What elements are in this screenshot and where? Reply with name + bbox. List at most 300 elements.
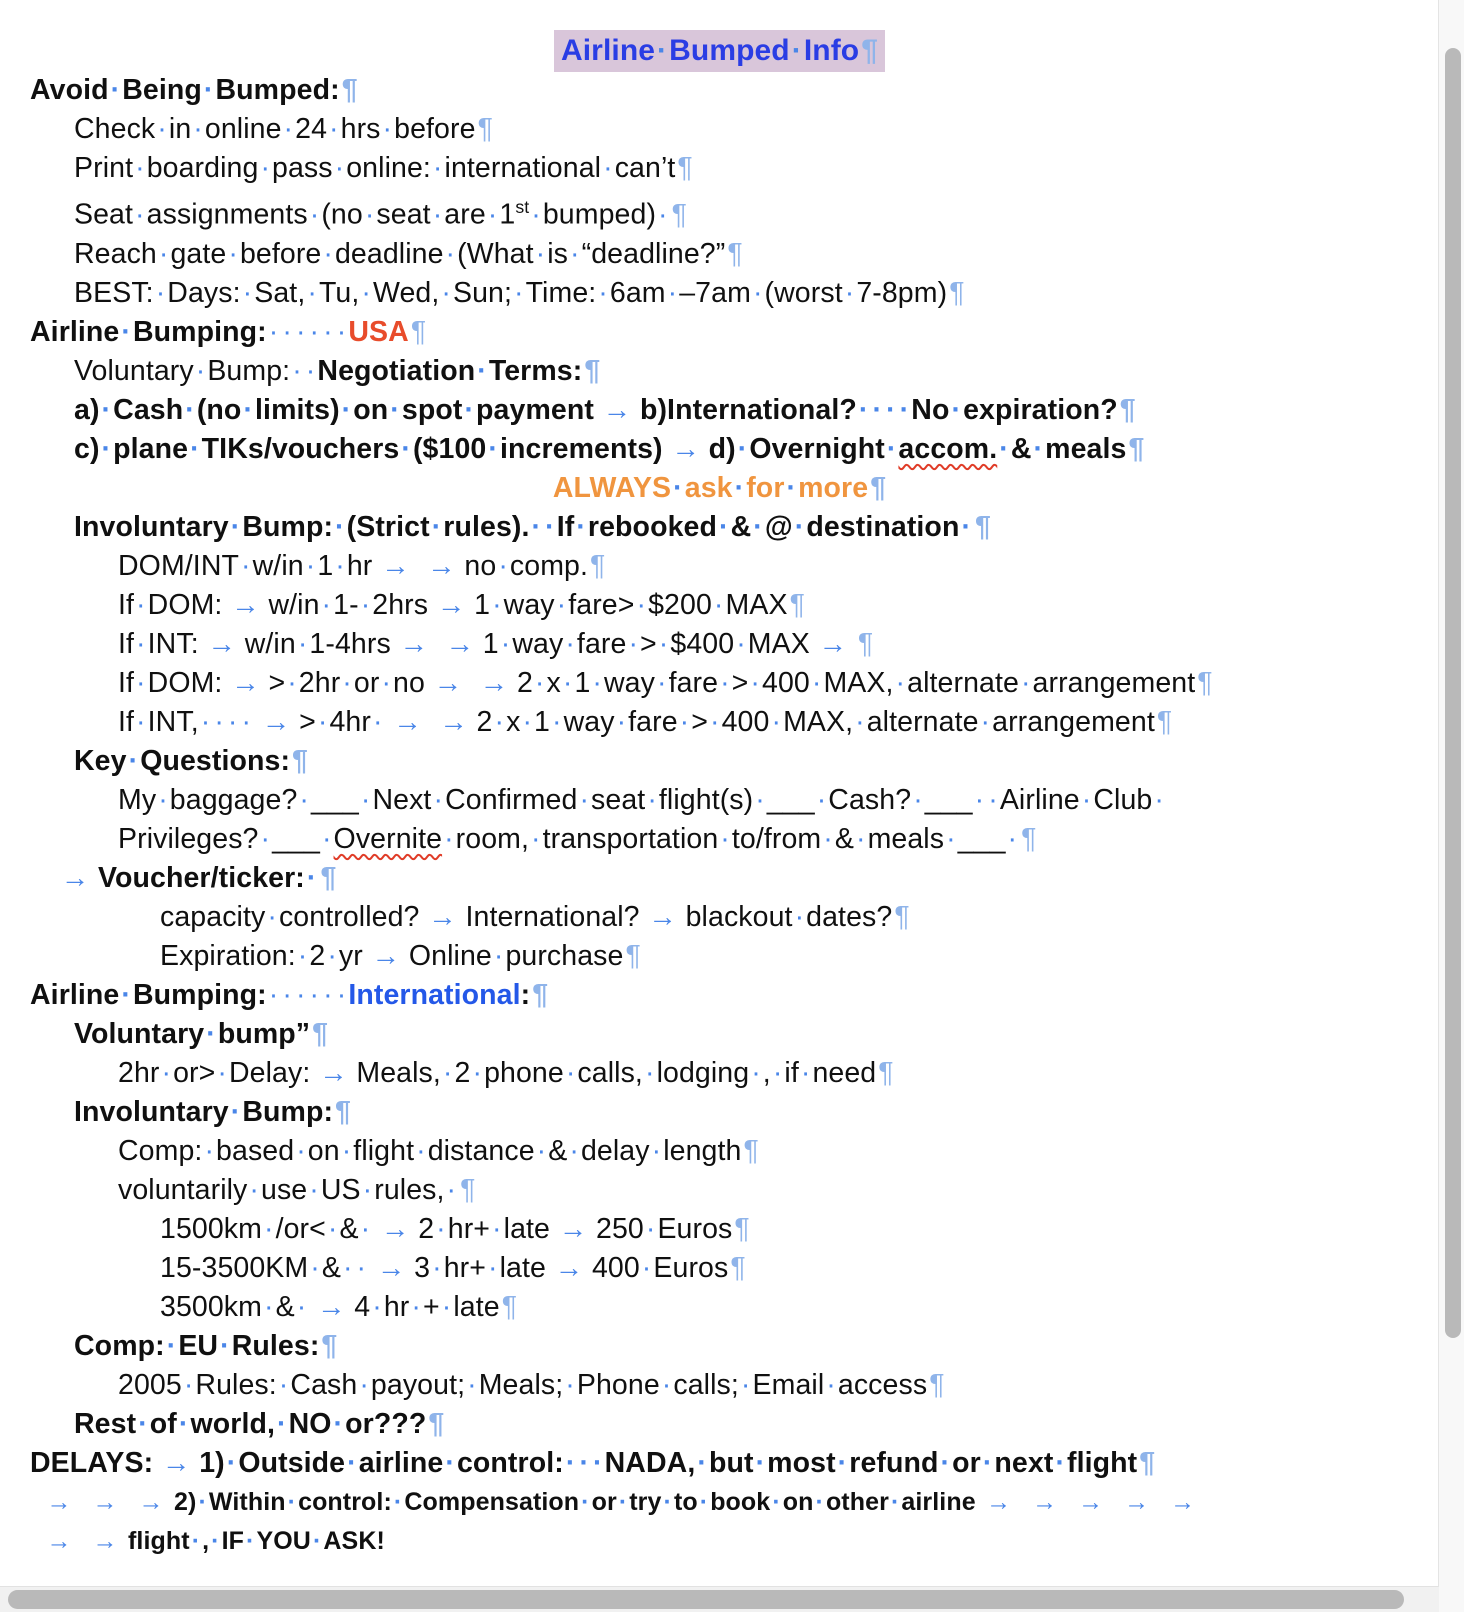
doc-line[interactable] bbox=[0, 352, 1439, 391]
space-dot-mark: · bbox=[576, 510, 586, 543]
doc-line[interactable] bbox=[0, 391, 1439, 430]
doc-line[interactable] bbox=[0, 1444, 1439, 1483]
space-dot-mark: · bbox=[565, 1368, 575, 1401]
pilcrow-mark: ¶ bbox=[410, 315, 427, 348]
space-dot-mark: · bbox=[531, 822, 541, 855]
doc-text-segment: 3500km·&· → 4·hr·+·late¶ bbox=[160, 1291, 517, 1323]
tab-arrow-mark: → bbox=[1078, 1487, 1104, 1516]
space-dot-mark: · bbox=[565, 1056, 576, 1089]
doc-text-segment: Voluntary·bump”¶ bbox=[74, 1017, 329, 1050]
tab-arrow-mark: → bbox=[371, 939, 401, 972]
space-dot-mark: · bbox=[158, 783, 168, 816]
tab-arrow-mark: → bbox=[376, 1251, 406, 1284]
space-dot-mark: · bbox=[411, 1290, 421, 1323]
space-dot-mark: · bbox=[305, 549, 316, 582]
tab-arrow-mark: → bbox=[319, 1056, 348, 1089]
space-dot-mark: · bbox=[755, 783, 765, 816]
space-dot-mark: · bbox=[305, 354, 316, 387]
doc-line[interactable] bbox=[0, 1483, 1439, 1522]
doc-text-segment: capacity·controlled? → International? → blackout·dates?¶ bbox=[160, 901, 910, 933]
doc-line[interactable] bbox=[0, 1249, 1439, 1288]
pilcrow-mark: ¶ bbox=[428, 1407, 445, 1440]
doc-text-segment: :¶ bbox=[520, 978, 549, 1011]
space-dot-mark: · bbox=[323, 315, 333, 348]
space-dot-mark: · bbox=[472, 1056, 483, 1089]
space-dot-mark: · bbox=[334, 152, 345, 184]
space-dot-mark: · bbox=[815, 1487, 824, 1516]
tab-arrow-mark: → bbox=[231, 588, 260, 621]
space-dot-mark: · bbox=[220, 1329, 230, 1362]
space-dot-mark: · bbox=[393, 1487, 403, 1516]
space-dot-mark: · bbox=[737, 432, 748, 465]
doc-line[interactable] bbox=[0, 937, 1439, 976]
doc-line[interactable] bbox=[0, 508, 1439, 547]
doc-line[interactable] bbox=[0, 859, 1439, 898]
tab-arrow-mark: → bbox=[60, 861, 90, 894]
space-dot-mark: · bbox=[178, 1407, 189, 1440]
doc-text-segment: USA bbox=[348, 315, 409, 348]
space-dot-mark: · bbox=[241, 549, 251, 582]
space-dot-mark: · bbox=[292, 354, 302, 387]
space-dot-mark: · bbox=[295, 315, 306, 348]
space-dot-mark: · bbox=[121, 978, 131, 1011]
space-dot-mark: · bbox=[720, 822, 730, 855]
tab-arrow-mark: → bbox=[433, 666, 463, 699]
doc-text-segment: If·DOM: → w/in·1-·2hrs → 1·way·fare>·$200·MAX¶ bbox=[118, 589, 805, 621]
space-dot-mark: · bbox=[282, 978, 292, 1011]
space-dot-mark: · bbox=[296, 1134, 306, 1167]
space-dot-mark: · bbox=[136, 705, 146, 738]
tab-arrow-mark: → bbox=[986, 1487, 1012, 1516]
doc-text-segment: ALWAYS·ask·for·more¶ bbox=[552, 471, 887, 504]
space-dot-mark: · bbox=[268, 315, 279, 348]
tab-arrow-mark: → bbox=[1124, 1487, 1150, 1516]
space-dot-mark: · bbox=[603, 152, 613, 184]
space-dot-mark: · bbox=[697, 1446, 707, 1479]
space-dot-mark: · bbox=[230, 1095, 241, 1128]
doc-text-segment: Print·boarding·pass·online:·international·can’t¶ bbox=[74, 152, 693, 184]
pilcrow-mark: ¶ bbox=[532, 978, 549, 1011]
doc-line[interactable] bbox=[0, 1093, 1439, 1132]
pilcrow-mark: ¶ bbox=[789, 588, 805, 621]
space-dot-mark: · bbox=[295, 978, 306, 1011]
tab-arrow-mark: → bbox=[393, 705, 422, 738]
space-dot-mark: · bbox=[436, 1212, 446, 1245]
space-dot-mark: · bbox=[155, 276, 166, 309]
space-dot-mark: · bbox=[1154, 783, 1164, 816]
space-dot-mark: · bbox=[214, 705, 224, 738]
doc-line[interactable] bbox=[0, 1522, 1439, 1561]
space-dot-mark: · bbox=[570, 237, 580, 270]
space-dot-mark: · bbox=[446, 1173, 457, 1206]
doc-text-segment: Voluntary·Bump:· · bbox=[74, 354, 316, 387]
space-dot-mark: · bbox=[565, 1446, 576, 1479]
space-dot-mark: · bbox=[193, 113, 203, 145]
tab-arrow-mark: → bbox=[554, 1251, 584, 1284]
space-dot-mark: · bbox=[342, 666, 352, 699]
doc-text-segment: International bbox=[348, 978, 521, 1011]
space-dot-mark: · bbox=[1020, 666, 1031, 699]
tab-arrow-mark: → bbox=[92, 1526, 118, 1555]
space-dot-mark: · bbox=[752, 276, 763, 309]
doc-line[interactable] bbox=[0, 625, 1439, 664]
pilcrow-mark: ¶ bbox=[460, 1173, 476, 1206]
doc-line[interactable] bbox=[0, 149, 1439, 188]
space-dot-mark: · bbox=[110, 74, 121, 106]
pilcrow-mark: ¶ bbox=[1139, 1446, 1156, 1479]
pilcrow-mark: ¶ bbox=[312, 1017, 329, 1050]
tab-arrow-mark: → bbox=[428, 900, 457, 933]
space-dot-mark: · bbox=[336, 315, 347, 348]
pilcrow-mark: ¶ bbox=[671, 198, 688, 231]
pilcrow-mark: ¶ bbox=[929, 1368, 945, 1401]
space-dot-mark: · bbox=[647, 783, 657, 816]
space-dot-mark: · bbox=[492, 588, 502, 621]
doc-text-segment: Overnite bbox=[333, 822, 443, 855]
tab-arrow-mark: → bbox=[138, 1487, 164, 1516]
space-dot-mark: · bbox=[811, 666, 822, 699]
doc-line[interactable] bbox=[0, 586, 1439, 625]
pilcrow-mark: ¶ bbox=[730, 1251, 746, 1284]
tab-arrow-mark: → bbox=[231, 666, 260, 699]
doc-text-segment: → → → 2)·Within·control:·Compensation·or·try·to·book·on·other·airline → → → → → bbox=[36, 1488, 1206, 1516]
doc-text-segment: If·INT: → w/in·1-4hrs → → 1·way·fare·>·$400·MAX → ¶ bbox=[118, 628, 873, 660]
space-dot-mark: · bbox=[562, 666, 573, 699]
space-dot-mark: · bbox=[522, 705, 533, 738]
doc-line[interactable] bbox=[0, 31, 1439, 71]
space-dot-mark: · bbox=[198, 1487, 207, 1516]
space-dot-mark: · bbox=[895, 666, 906, 699]
doc-line[interactable] bbox=[0, 469, 1439, 508]
space-dot-mark: · bbox=[283, 113, 294, 145]
space-dot-mark: · bbox=[342, 1251, 353, 1284]
space-dot-mark: · bbox=[1033, 432, 1044, 465]
doc-text-segment: voluntarily·use·US·rules,· ¶ bbox=[118, 1173, 476, 1206]
space-dot-mark: · bbox=[556, 588, 567, 621]
space-dot-mark: · bbox=[381, 666, 392, 699]
pilcrow-mark: ¶ bbox=[335, 1095, 351, 1128]
space-dot-mark: · bbox=[734, 471, 745, 504]
space-dot-mark: · bbox=[592, 666, 602, 699]
doc-line[interactable] bbox=[0, 1015, 1439, 1054]
space-dot-mark: · bbox=[335, 510, 345, 543]
space-dot-mark: · bbox=[442, 1056, 453, 1089]
space-dot-mark: · bbox=[551, 705, 562, 738]
space-dot-mark: · bbox=[317, 705, 328, 738]
doc-line[interactable] bbox=[0, 110, 1439, 149]
space-dot-mark: · bbox=[278, 1368, 289, 1401]
doc-text-segment: Check·in·online·24·hrs·before¶ bbox=[74, 113, 493, 145]
space-dot-mark: · bbox=[823, 822, 833, 855]
space-dot-mark: · bbox=[323, 237, 333, 270]
pilcrow-mark: ¶ bbox=[734, 1212, 750, 1245]
space-dot-mark: · bbox=[988, 783, 998, 816]
doc-line[interactable] bbox=[0, 430, 1439, 469]
pilcrow-mark: ¶ bbox=[625, 939, 641, 972]
space-dot-mark: · bbox=[157, 113, 167, 145]
pilcrow-mark: ¶ bbox=[727, 237, 743, 270]
doc-line[interactable] bbox=[0, 781, 1439, 820]
space-dot-mark: · bbox=[341, 1134, 352, 1167]
space-dot-mark: · bbox=[536, 1134, 547, 1167]
space-dot-mark: · bbox=[771, 705, 782, 738]
space-dot-mark: · bbox=[940, 1446, 951, 1479]
tab-arrow-mark: → bbox=[261, 705, 291, 738]
horizontal-scrollbar-thumb[interactable] bbox=[8, 1590, 1404, 1609]
space-dot-mark: · bbox=[974, 783, 985, 816]
doc-text-segment: → → flight·,·IF·YOU·ASK! bbox=[36, 1527, 385, 1555]
doc-text-segment: BEST:·Days:·Sat,·Tu,·Wed,·Sun;·Time:·6am·–7am·(worst·7-8pm)¶ bbox=[74, 276, 965, 309]
doc-line[interactable] bbox=[0, 703, 1439, 742]
pilcrow-mark: ¶ bbox=[1197, 666, 1213, 699]
space-dot-mark: · bbox=[382, 113, 393, 145]
space-dot-mark: · bbox=[230, 510, 241, 543]
doc-text-segment: My·baggage?·___·Next·Confirmed·seat·flight(s)·___·Cash?·___· ·Airline·Club· bbox=[118, 783, 1164, 816]
space-dot-mark: · bbox=[309, 978, 320, 1011]
space-dot-mark: · bbox=[364, 198, 375, 231]
space-dot-mark: · bbox=[477, 354, 487, 387]
horizontal-scrollbar-track[interactable] bbox=[0, 1587, 1439, 1612]
space-dot-mark: · bbox=[360, 783, 371, 816]
space-dot-mark: · bbox=[128, 744, 139, 777]
doc-text-segment bbox=[267, 979, 349, 1011]
space-dot-mark: · bbox=[282, 315, 292, 348]
space-dot-mark: · bbox=[1055, 1446, 1066, 1479]
space-dot-mark: · bbox=[260, 152, 271, 184]
pilcrow-mark: ¶ bbox=[1156, 705, 1173, 738]
doc-text-segment: Avoid·Being·Bumped:¶ bbox=[30, 74, 358, 106]
doc-line[interactable] bbox=[0, 1327, 1439, 1366]
space-dot-mark: · bbox=[321, 822, 332, 855]
space-dot-mark: · bbox=[432, 198, 443, 231]
space-dot-mark: · bbox=[890, 1487, 900, 1516]
space-dot-mark: · bbox=[628, 627, 639, 660]
doc-text-segment: DELAYS: → 1)·Outside·airline·control:· · ·NADA,·but·most·refund·or·next·flight¶ bbox=[30, 1447, 1155, 1479]
doc-line[interactable] bbox=[0, 1405, 1439, 1444]
pilcrow-mark: ¶ bbox=[292, 744, 308, 777]
space-dot-mark: · bbox=[390, 393, 400, 426]
space-dot-mark: · bbox=[327, 939, 337, 972]
vertical-scrollbar-track[interactable] bbox=[1438, 0, 1464, 1612]
pilcrow-mark: ¶ bbox=[975, 510, 991, 543]
space-dot-mark: · bbox=[362, 1173, 373, 1206]
space-dot-mark: · bbox=[663, 1487, 672, 1516]
tab-arrow-mark: → bbox=[1170, 1487, 1196, 1516]
space-dot-mark: · bbox=[837, 1446, 848, 1479]
space-dot-mark: · bbox=[581, 1487, 590, 1516]
space-dot-mark: · bbox=[312, 1526, 322, 1555]
doc-line[interactable] bbox=[0, 188, 1439, 235]
space-dot-mark: · bbox=[227, 705, 238, 738]
space-dot-mark: · bbox=[372, 1290, 382, 1323]
doc-text-segment: 2005·Rules:·Cash·payout;·Meals;·Phone·calls;·Email·access¶ bbox=[118, 1368, 945, 1401]
space-dot-mark: · bbox=[190, 432, 200, 465]
space-dot-mark: · bbox=[138, 1407, 148, 1440]
doc-line[interactable] bbox=[0, 1054, 1439, 1093]
doc-line[interactable] bbox=[0, 1210, 1439, 1249]
doc-text-segment: Comp:·based·on·flight·distance·&·delay·length¶ bbox=[118, 1134, 759, 1167]
space-dot-mark: · bbox=[323, 978, 333, 1011]
doc-line[interactable] bbox=[0, 898, 1439, 937]
doc-line[interactable] bbox=[0, 547, 1439, 586]
space-dot-mark: · bbox=[720, 666, 730, 699]
doc-line[interactable] bbox=[0, 976, 1439, 1015]
pilcrow-mark: ¶ bbox=[870, 471, 887, 504]
doc-line[interactable] bbox=[0, 235, 1439, 274]
doc-text-segment: Key·Questions:¶ bbox=[74, 744, 308, 777]
tab-arrow-mark: → bbox=[46, 1487, 72, 1516]
space-dot-mark: · bbox=[641, 1251, 652, 1284]
pilcrow-mark: ¶ bbox=[320, 861, 337, 894]
doc-text-segment: Comp:·EU·Rules:¶ bbox=[74, 1329, 338, 1362]
tab-arrow-mark: → bbox=[445, 627, 475, 660]
tab-arrow-mark: → bbox=[399, 627, 429, 660]
space-dot-mark: · bbox=[786, 471, 797, 504]
space-dot-mark: · bbox=[464, 393, 475, 426]
tab-arrow-mark: → bbox=[207, 627, 237, 660]
space-dot-mark: · bbox=[432, 152, 443, 184]
space-dot-mark: · bbox=[432, 1251, 442, 1284]
doc-text-segment: ·&·meals¶ bbox=[999, 432, 1145, 465]
space-dot-mark: · bbox=[246, 1526, 255, 1555]
tab-arrow-mark: → bbox=[818, 627, 848, 660]
pilcrow-mark: ¶ bbox=[321, 1329, 338, 1362]
tab-arrow-mark: → bbox=[427, 549, 456, 582]
space-dot-mark: · bbox=[361, 276, 371, 309]
doc-line[interactable] bbox=[0, 1132, 1439, 1171]
space-dot-mark: · bbox=[200, 705, 211, 738]
doc-line[interactable] bbox=[0, 313, 1439, 352]
space-dot-mark: · bbox=[297, 939, 308, 972]
space-dot-mark: · bbox=[296, 1290, 307, 1323]
vertical-scrollbar-thumb[interactable] bbox=[1445, 48, 1461, 1338]
doc-line[interactable] bbox=[0, 820, 1439, 859]
space-dot-mark: · bbox=[287, 666, 297, 699]
space-dot-mark: · bbox=[494, 705, 505, 738]
space-dot-mark: · bbox=[101, 393, 112, 426]
space-dot-mark: · bbox=[750, 666, 761, 699]
doc-text-segment: ·bumped)· ¶ bbox=[531, 198, 688, 231]
space-dot-mark: · bbox=[514, 276, 524, 309]
space-dot-mark: · bbox=[657, 34, 668, 67]
space-dot-mark: · bbox=[755, 1446, 766, 1479]
space-dot-mark: · bbox=[999, 432, 1009, 465]
space-dot-mark: · bbox=[500, 627, 511, 660]
space-dot-mark: · bbox=[644, 1056, 655, 1089]
pilcrow-mark: ¶ bbox=[590, 549, 606, 582]
space-dot-mark: · bbox=[886, 393, 896, 426]
pilcrow-mark: ¶ bbox=[949, 276, 965, 309]
space-dot-mark: · bbox=[772, 1056, 783, 1089]
space-dot-mark: · bbox=[899, 393, 910, 426]
space-dot-mark: · bbox=[260, 822, 271, 855]
space-dot-mark: · bbox=[243, 393, 254, 426]
space-dot-mark: · bbox=[699, 1487, 709, 1516]
space-dot-mark: · bbox=[579, 1446, 590, 1479]
pilcrow-mark: ¶ bbox=[743, 1134, 759, 1167]
space-dot-mark: · bbox=[535, 237, 546, 270]
space-dot-mark: · bbox=[616, 705, 627, 738]
space-dot-mark: · bbox=[718, 510, 729, 543]
tab-arrow-mark: → bbox=[46, 1526, 72, 1555]
space-dot-mark: · bbox=[203, 74, 214, 106]
space-dot-mark: · bbox=[416, 1134, 426, 1167]
doc-text-segment: Expiration:·2·yr → Online·purchase¶ bbox=[160, 940, 641, 972]
space-dot-mark: · bbox=[913, 783, 923, 816]
space-dot-mark: · bbox=[545, 510, 555, 543]
doc-line[interactable] bbox=[0, 274, 1439, 313]
space-dot-mark: · bbox=[498, 549, 508, 582]
doc-text-segment: DOM/INT·w/in·1·hr → → no·comp.¶ bbox=[118, 550, 605, 582]
space-dot-mark: · bbox=[433, 783, 444, 816]
doc-text-segment bbox=[52, 862, 98, 894]
space-dot-mark: · bbox=[1081, 783, 1092, 816]
space-dot-mark: · bbox=[185, 393, 195, 426]
space-dot-mark: · bbox=[310, 1251, 320, 1284]
space-dot-mark: · bbox=[531, 510, 542, 543]
doc-text-segment: Involuntary·Bump:·(Strict·rules).· ·If·rebooked·&·@·destination· ¶ bbox=[74, 510, 991, 543]
doc-text-segment: 2hr·or>·Delay: → Meals,·2·phone·calls,·lodging·,·if·need¶ bbox=[118, 1057, 894, 1089]
doc-line[interactable] bbox=[0, 1366, 1439, 1405]
tab-arrow-mark: → bbox=[381, 549, 410, 582]
pilcrow-mark: ¶ bbox=[677, 152, 693, 184]
space-dot-mark: · bbox=[335, 549, 345, 582]
doc-line[interactable] bbox=[0, 1288, 1439, 1327]
tab-arrow-mark: → bbox=[316, 1290, 346, 1323]
doc-text-segment: Seat·assignments·(no·seat·are·1 bbox=[74, 198, 516, 231]
space-dot-mark: · bbox=[401, 432, 411, 465]
doc-line[interactable] bbox=[0, 664, 1439, 703]
tab-arrow-mark: → bbox=[648, 900, 677, 933]
space-dot-mark: · bbox=[264, 1290, 274, 1323]
doc-text-segment: Reach·gate·before·deadline·(What·is·“deadline?”¶ bbox=[74, 237, 743, 270]
tab-arrow-mark: → bbox=[436, 588, 466, 621]
space-dot-mark: · bbox=[487, 198, 498, 231]
doc-text-segment: accom. bbox=[898, 432, 998, 465]
space-dot-mark: · bbox=[372, 705, 383, 738]
doc-text-segment: Voucher/ticker:· ¶ bbox=[98, 861, 337, 894]
space-dot-mark: · bbox=[751, 1056, 761, 1089]
space-dot-mark: · bbox=[791, 34, 802, 67]
space-dot-mark: · bbox=[855, 705, 865, 738]
pilcrow-mark: ¶ bbox=[1021, 822, 1037, 855]
space-dot-mark: · bbox=[135, 198, 145, 231]
space-dot-mark: · bbox=[327, 1212, 338, 1245]
pilcrow-mark: ¶ bbox=[857, 627, 874, 660]
space-dot-mark: · bbox=[267, 900, 277, 933]
doc-text-segment: 15-3500KM·&· · → 3·hr+·late → 400·Euros¶ bbox=[160, 1252, 746, 1284]
doc-line[interactable] bbox=[0, 71, 1439, 110]
pilcrow-mark: ¶ bbox=[894, 900, 910, 933]
space-dot-mark: · bbox=[158, 237, 169, 270]
space-dot-mark: · bbox=[886, 432, 897, 465]
space-dot-mark: · bbox=[531, 198, 541, 231]
space-dot-mark: · bbox=[487, 1251, 498, 1284]
space-dot-mark: · bbox=[565, 627, 575, 660]
doc-line[interactable] bbox=[0, 1171, 1439, 1210]
space-dot-mark: · bbox=[135, 152, 145, 184]
space-dot-mark: · bbox=[204, 1134, 215, 1167]
tab-arrow-mark: → bbox=[1032, 1487, 1058, 1516]
space-dot-mark: · bbox=[441, 1290, 452, 1323]
doc-line[interactable] bbox=[0, 742, 1439, 781]
space-dot-mark: · bbox=[445, 1446, 455, 1479]
space-dot-mark: · bbox=[816, 783, 827, 816]
tab-arrow-mark: → bbox=[161, 1446, 191, 1479]
space-dot-mark: · bbox=[360, 1212, 371, 1245]
doc-text-segment: Airline·Bumped·Info¶ bbox=[554, 30, 885, 72]
space-dot-mark: · bbox=[658, 627, 669, 660]
